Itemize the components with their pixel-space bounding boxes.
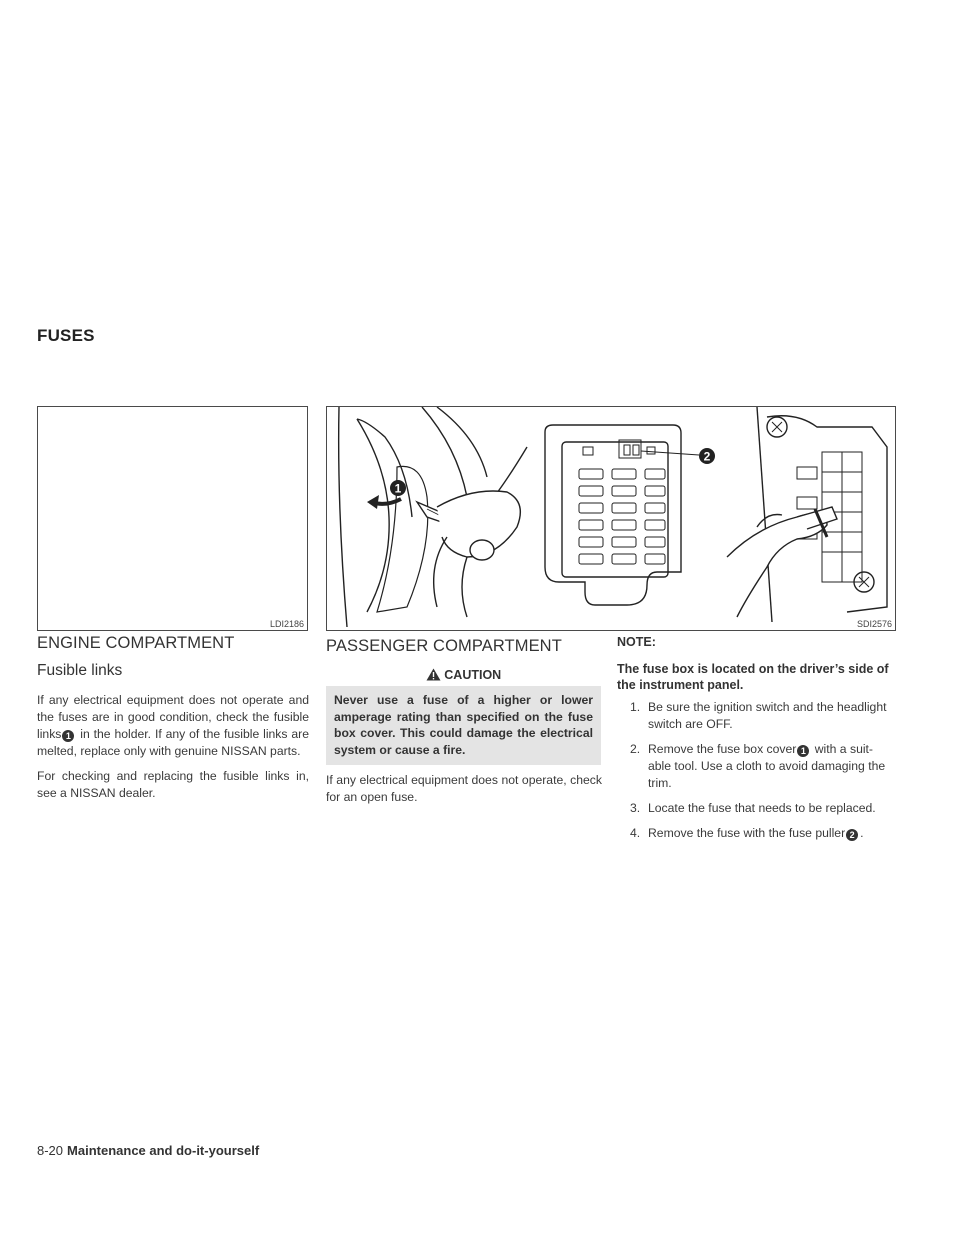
note-label: NOTE: <box>617 635 656 649</box>
note-bold-text: The fuse box is located on the driver’s side of the instrument panel. <box>617 662 889 692</box>
passenger-paragraph-1: If any electrical equipment does not operate, check for an open fuse. <box>326 773 602 804</box>
chapter-title: Maintenance and do-it-yourself <box>67 1143 260 1158</box>
callout-2-icon: 2 <box>846 829 858 841</box>
callout-1-icon: 1 <box>797 745 809 757</box>
fuse-box-illustration <box>327 407 896 631</box>
warning-triangle-icon <box>426 668 441 681</box>
caution-box <box>326 665 601 765</box>
step-3: 3. Locate the fuse that needs to be replaced. <box>630 801 876 815</box>
step-2: 2. Remove the fuse box cover 1 with a suit-able tool. Use a cloth to avoid damaging the trim. <box>630 742 886 790</box>
callout-1-icon: 1 <box>62 730 74 742</box>
step-4: 4. Remove the fuse with the fuse puller 2 . <box>630 826 864 840</box>
figure-engine-compartment <box>37 406 308 631</box>
callout-2: 2 <box>703 449 711 464</box>
step-1: 1. Be sure the ignition switch and the headlight switch are OFF. <box>630 700 887 731</box>
fusible-links-heading: Fusible links <box>37 662 123 679</box>
section-title: FUSES <box>37 326 95 345</box>
passenger-compartment-section <box>326 637 602 656</box>
figure-code: LDI2186 <box>269 619 304 629</box>
caution-text: Never use a fuse of a higher or lower amperage rating than specified on the fuse box cover. This could damage the electrical system or cause a fire. <box>326 686 601 765</box>
page-number: 8-20 <box>37 1143 64 1158</box>
callout-1: 1 <box>394 481 402 496</box>
caution-header <box>326 665 601 686</box>
page-footer <box>37 1143 259 1158</box>
caution-label: CAUTION <box>444 668 502 682</box>
figure-code: SDI2576 <box>856 619 892 629</box>
passenger-heading: PASSENGER COMPARTMENT <box>326 637 562 655</box>
engine-paragraph-2: For checking and replacing the fusible links in, see a NISSAN dealer. <box>37 769 309 800</box>
figure-passenger-fuse-box <box>326 406 896 631</box>
steps-list <box>617 699 895 842</box>
engine-compartment-section <box>37 634 309 802</box>
engine-paragraph-1: If any electrical equipment does not operate and the fuses are in good condition, check the fusible links 1 in the holder. If any of the fusible links are melted, replace only with genuine NISSAN parts. <box>37 693 309 758</box>
engine-heading: ENGINE COMPARTMENT <box>37 634 235 652</box>
note-section <box>617 634 895 850</box>
